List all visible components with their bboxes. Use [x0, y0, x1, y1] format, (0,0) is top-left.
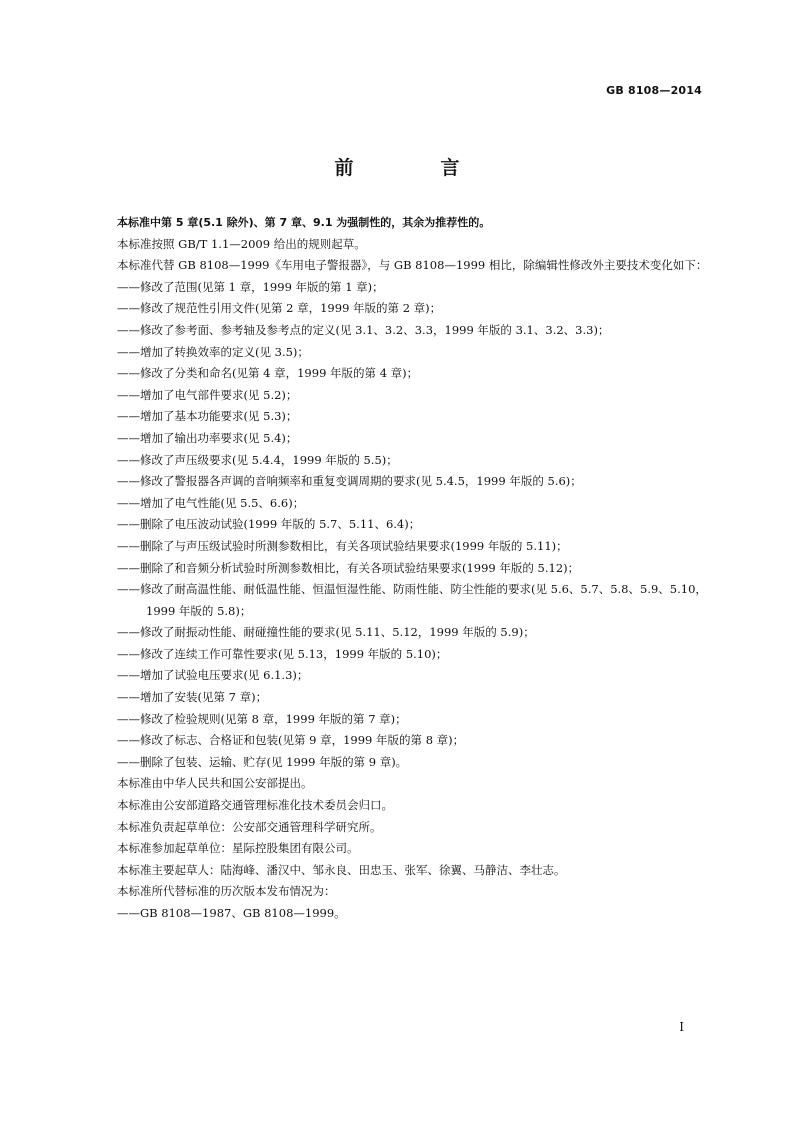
- list-item: ——删除了和音频分析试验时所测参数相比，有关各项试验结果要求(1999 年版的 5.12)；: [117, 560, 580, 575]
- paragraph: 本标准由中华人民共和国公安部提出。: [117, 776, 313, 791]
- list-item: ——修改了规范性引用文件(见第 2 章，1999 年版的第 2 章)；: [117, 301, 442, 316]
- foreword-content: [88, 212, 708, 925]
- list-item: ——修改了检验规则(见第 8 章，1999 年版的第 7 章)；: [117, 711, 407, 726]
- list-item: ——删除了包装、运输、贮存(见 1999 年版的第 9 章)。: [117, 754, 408, 769]
- list-item: ——修改了标志、合格证和包装(见第 9 章，1999 年版的第 8 章)；: [117, 733, 465, 748]
- list-item: ——GB 8108—1987、GB 8108—1999。: [117, 906, 346, 920]
- list-item: ——修改了连续工作可靠性要求(见 5.13，1999 年版的 5.10)；: [117, 646, 448, 661]
- list-item: ——修改了范围(见第 1 章，1999 年版的第 1 章)；: [117, 279, 384, 294]
- paragraph: 本标准所代替标准的历次版本发布情况为：: [117, 884, 336, 899]
- paragraph: 本标准按照 GB/T 1.1—2009 给出的规则起草。: [117, 236, 366, 251]
- paragraph: 本标准主要起草人：陆海峰、潘汉中、邹永良、田忠玉、张军、徐翼、马静洁、李壮志。: [117, 862, 566, 877]
- list-item: ——修改了耐振动性能、耐碰撞性能的要求(见 5.11、5.12，1999 年版的 5.9)；: [117, 625, 535, 640]
- list-item: ——修改了参考面、参考轴及参考点的定义(见 3.1、3.2、3.3，1999 年版的 3.1、3.2、3.3)；: [117, 322, 610, 337]
- list-item: ——增加了电气部件要求(见 5.2)；: [117, 387, 298, 402]
- paragraph: 本标准中第 5 章(5.1 除外)、第 7 章、9.1 为强制性的，其余为推荐性的。: [117, 216, 491, 229]
- page-title: 前 言: [334, 157, 494, 179]
- list-item: ——删除了与声压级试验时所测参数相比，有关各项试验结果要求(1999 年版的 5.11)；: [117, 538, 568, 553]
- list-item: ——增加了输出功率要求(见 5.4)；: [117, 430, 298, 445]
- list-item: ——修改了分类和命名(见第 4 章，1999 年版的第 4 章)；: [117, 366, 419, 381]
- paragraph: 本标准参加起草单位：星际控股集团有限公司。: [117, 841, 359, 856]
- list-item: ——增加了试验电压要求(见 6.1.3)；: [117, 668, 309, 683]
- list-item: ——修改了声压级要求(见 5.4.4，1999 年版的 5.5)；: [117, 452, 398, 467]
- paragraph: 本标准由公安部道路交通管理标准化技术委员会归口。: [117, 798, 393, 813]
- paragraph: 本标准代替 GB 8108—1999《车用电子警报器》，与 GB 8108—1999 相比，除编辑性修改外主要技术变化如下：: [117, 258, 708, 273]
- list-item: ——修改了耐高温性能、耐低温性能、恒温恒湿性能、防雨性能、防尘性能的要求(见 5.6、5.7、5.8、5.9、5.10，1999 年版的 5.8)；: [117, 582, 707, 618]
- standard-code: GB 8108—2014: [606, 84, 702, 97]
- page-number: I: [679, 1020, 684, 1034]
- paragraph: 本标准负责起草单位：公安部交通管理科学研究所。: [117, 819, 382, 834]
- list-item: ——增加了安装(见第 7 章)；: [117, 690, 268, 705]
- list-item: ——增加了基本功能要求(见 5.3)；: [117, 409, 298, 424]
- list-item: ——增加了转换效率的定义(见 3.5)；: [117, 344, 309, 359]
- list-item: ——增加了电气性能(见 5.5、6.6)；: [117, 495, 305, 510]
- list-item: ——删除了电压波动试验(1999 年版的 5.7、5.11、6.4)；: [117, 517, 421, 532]
- list-item: ——修改了警报器各声调的音响频率和重复变调周期的要求(见 5.4.5，1999 年版的 5.6)；: [117, 474, 582, 489]
